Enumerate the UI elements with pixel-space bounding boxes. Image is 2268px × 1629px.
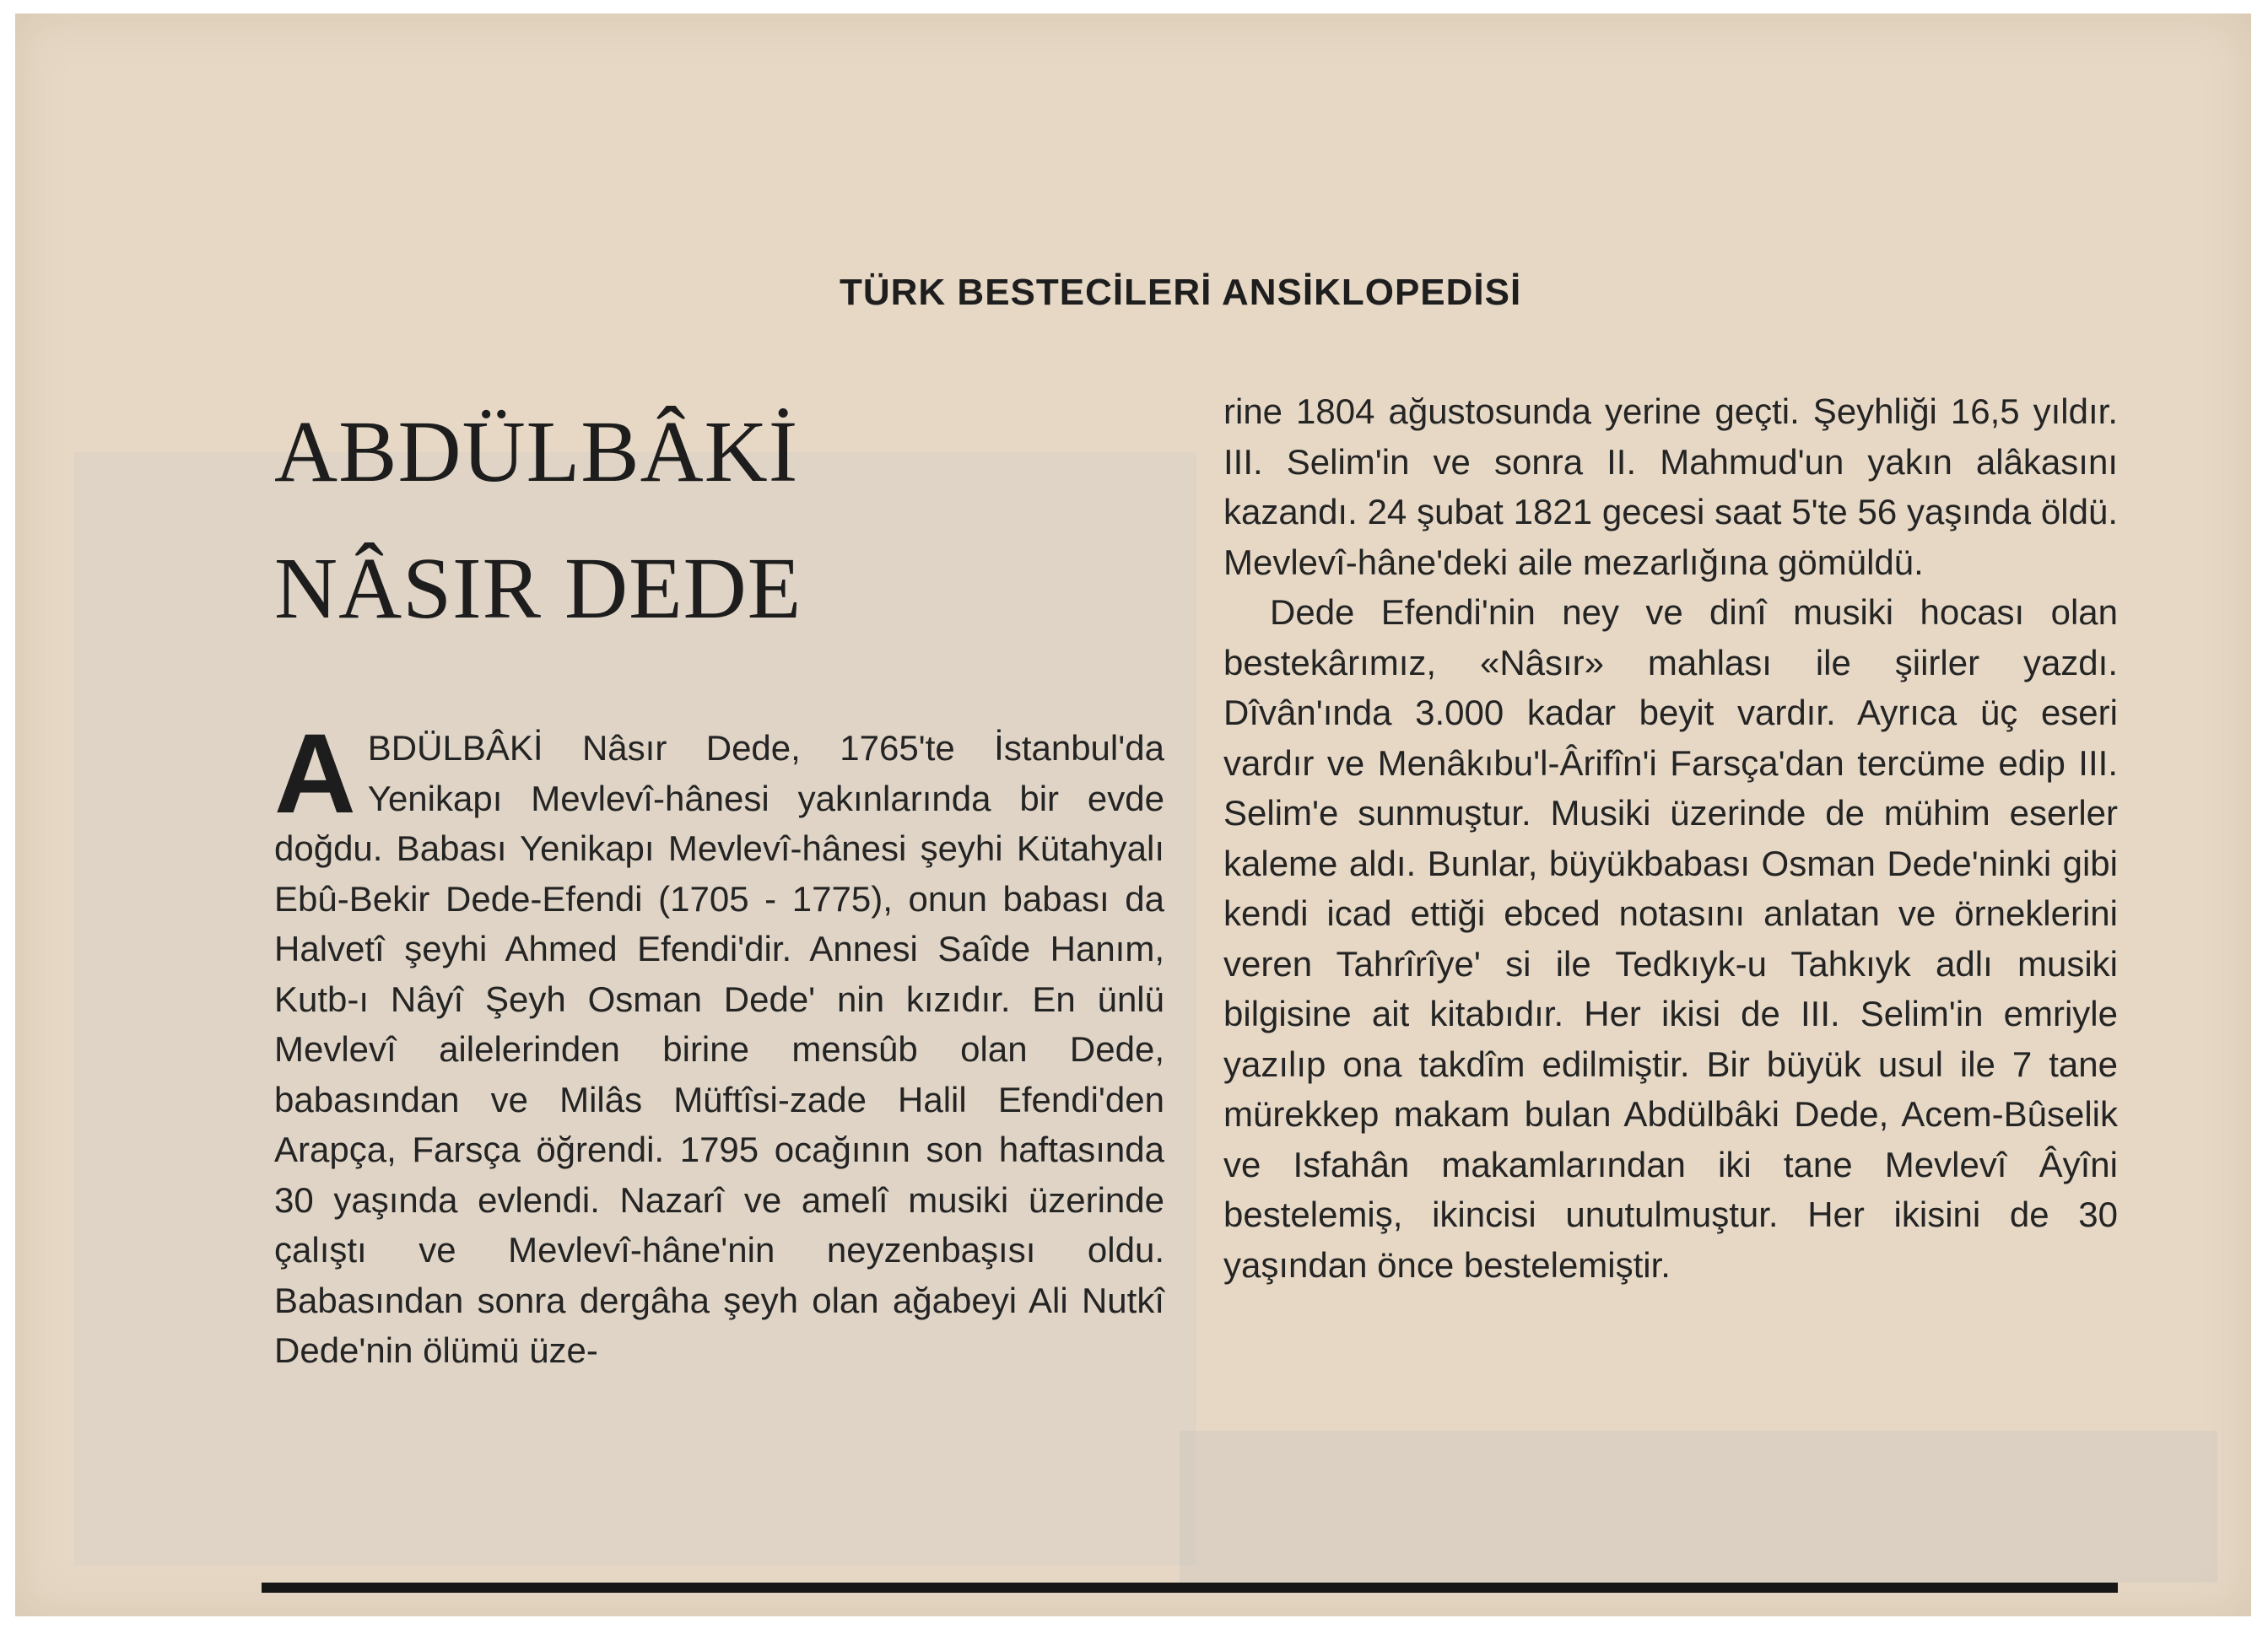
- article-headline: [274, 384, 1034, 657]
- article-column-right: [1223, 386, 2118, 1290]
- article-column-left: [274, 711, 1164, 1376]
- headline-line-1: ABDÜLBÂKİ: [274, 403, 799, 500]
- drop-cap: A: [274, 711, 356, 837]
- right-paragraph-1: rine 1804 ağustosunda yerine geçti. Şeyhliği 16,5 yıldır. III. Selim'in ve sonra II. Mahmud'un yakın alâkasını kazandı. 24 şubat 1821 gecesi saat 5'te 56 yaşında öldü. Mevlevî-hâne'deki aile mezarlığına gömüldü.: [1223, 391, 2118, 582]
- right-paragraph-2: Dede Efendi'nin ney ve dinî musiki hocası olan bestekârımız, «Nâsır» mahlası ile şiirler yazdı. Dîvân'ında 3.000 kadar beyit vardır. Ayrıca üç eseri vardır ve Menâkıbu'l-Ârifîn'i Farsça'dan tercüme edip III. Selim'e sunmuştur. Musiki üzerinde de mühim eserler kaleme aldı. Bunlar, büyükbabası Osman Dede'ninki gibi kendi icad ettiği ebced notasını anlatan ve örneklerini veren Tahrîrîye' si ile Tedkıyk-u Tahkıyk adlı musiki bilgisine ait kitabıdır. Her ikisi de III. Selim'in emriyle yazılıp ona takdîm edilmiştir. Bir büyük usul ile 7 tane mürekkep makam bulan Abdülbâki Dede, Acem-Bûselik ve Isfahân makamlarından iki tane Mevlevî Âyîni bestelemiş, ikincisi unutulmuştur. Her ikisini de 30 yaşından önce bestelemiştir.: [1223, 592, 2118, 1285]
- running-head: TÜRK BESTECİLERİ ANSİKLOPEDİSİ: [840, 272, 1522, 313]
- bottom-rule: [262, 1583, 2118, 1593]
- headline-line-2: NÂSIR DEDE: [274, 540, 802, 637]
- left-paragraph: BDÜLBÂKİ Nâsır Dede, 1765'te İstanbul'da Yenikapı Mevlevî-hânesi yakınlarında bir evde doğdu. Babası Yenikapı Mevlevî-hânesi şeyhi Kütahyalı Ebû-Bekir Dede-Efendi (1705 - 1775), onun babası da Halvetî şeyhi Ahmed Efendi'dir. Annesi Saîde Hanım, Kutb-ı Nâyî Şeyh Osman Dede' nin kızıdır. En ünlü Mevlevî ailelerinden birine mensûb olan Dede, babasından ve Milâs Müftîsi-zade Halil Efendi'den Arapça, Farsça öğrendi. 1795 ocağının son haftasında 30 yaşında evlendi. Nazarî ve amelî musiki üzerinde çalıştı ve Mevlevî-hâne'nin neyzenbaşısı oldu. Babasından sonra dergâha şeyh olan ağabeyi Ali Nutkî Dede'nin ölümü üze-: [274, 728, 1164, 1370]
